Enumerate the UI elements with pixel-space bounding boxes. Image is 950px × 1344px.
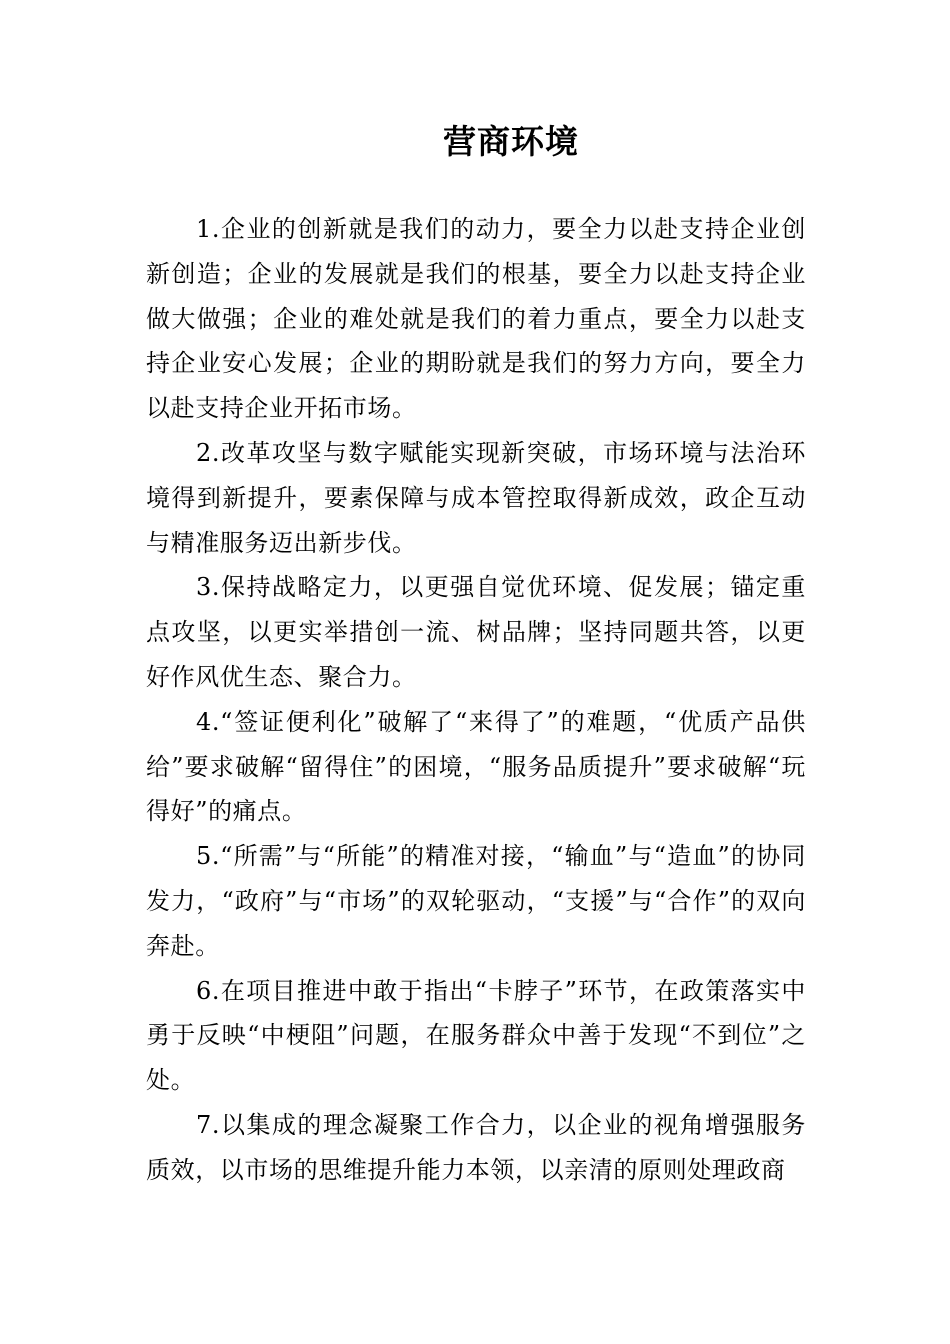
paragraph: 7.以集成的理念凝聚工作合力，以企业的视角增强服务质效，以市场的思维提升能力本领，以亲清的原则处理政商 <box>146 1110 806 1184</box>
document-title: 营商环境 <box>443 122 579 161</box>
paragraph: 6.在项目推进中敢于指出“卡脖子”环节，在政策落实中勇于反映“中梗阻”问题，在服务群众中善于发现“不到位”之处。 <box>146 976 806 1095</box>
paragraph: 3.保持战略定力，以更强自觉优环境、促发展；锚定重点攻坚，以更实举措创一流、树品牌；坚持同题共答，以更好作风优生态、聚合力。 <box>146 573 806 691</box>
paragraph: 5.“所需”与“所能”的精准对接，“输血”与“造血”的协同发力，“政府”与“市场”的双轮驱动，“支援”与“合作”的双向奔赴。 <box>146 842 806 960</box>
paragraph: 2.改革攻坚与数字赋能实现新突破，市场环境与法治环境得到新提升，要素保障与成本管控取得新成效，政企互动与精准服务迈出新步伐。 <box>146 438 806 557</box>
paragraph: 1.企业的创新就是我们的动力，要全力以赴支持企业创新创造；企业的发展就是我们的根基，要全力以赴支持企业做大做强；企业的难处就是我们的着力重点，要全力以赴支持企业安心发展；企业的期盼就是我们的努力方向，要全力以赴支持企业开拓市场。 <box>146 215 806 423</box>
paragraph: 4.“签证便利化”破解了“来得了”的难题，“优质产品供给”要求破解“留得住”的困境，“服务品质提升”要求破解“玩得好”的痛点。 <box>146 707 806 826</box>
document-body <box>146 207 806 1193</box>
